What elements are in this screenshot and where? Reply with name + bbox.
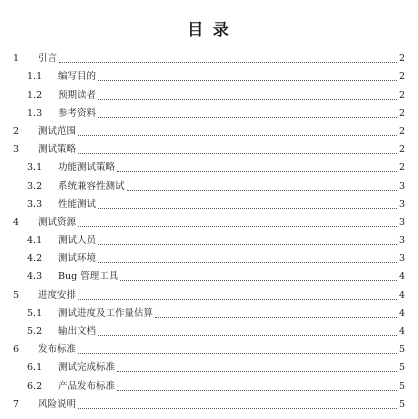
toc-dot-leader (117, 389, 397, 391)
toc-entry-number: 4 (13, 216, 20, 228)
toc-entry-page-number: 4 (398, 271, 405, 283)
toc-entry-label: 测试环境 (58, 253, 97, 265)
toc-entry-number: 4.1 (27, 235, 43, 247)
toc-list (0, 49, 418, 413)
toc-dot-leader (98, 116, 397, 118)
toc-dot-leader (98, 79, 397, 81)
toc-entry-label: 测试完成标准 (58, 362, 116, 374)
toc-entry-label: 测试进度及工作量估算 (58, 307, 154, 319)
toc-entry-label: 产品发布标准 (58, 380, 116, 392)
toc-entry-6-2[interactable] (0, 376, 418, 394)
toc-entry-page-number: 5 (398, 362, 405, 374)
toc-entry-page-number: 2 (398, 125, 405, 137)
toc-dot-leader (98, 98, 397, 100)
toc-entry-number: 5.1 (27, 307, 43, 319)
toc-entry-7[interactable] (0, 395, 418, 413)
toc-entry-page-number: 3 (398, 180, 405, 192)
toc-entry-5-2[interactable] (0, 322, 418, 340)
toc-entry-2[interactable] (0, 122, 418, 140)
toc-entry-5-1[interactable] (0, 304, 418, 322)
toc-entry-number: 5.2 (27, 326, 43, 337)
toc-entry-label: 性能测试 (58, 198, 97, 210)
toc-entry-page-number: 3 (398, 216, 405, 228)
toc-entry-1-2[interactable] (0, 85, 418, 103)
toc-entry-page-number: 2 (398, 71, 405, 83)
toc-entry-3-2[interactable] (0, 176, 418, 194)
toc-entry-label: 引言 (38, 53, 58, 65)
toc-entry-4-2[interactable] (0, 249, 418, 267)
toc-entry-6[interactable] (0, 340, 418, 358)
toc-entry-label: 编写目的 (58, 71, 97, 83)
toc-entry-number: 4.2 (27, 253, 43, 265)
toc-dot-leader (117, 170, 397, 172)
toc-entry-number: 6.2 (27, 380, 43, 392)
toc-entry-page-number: 4 (398, 307, 405, 319)
toc-dot-leader (78, 225, 397, 227)
toc-entry-label: 风险说明 (38, 398, 77, 410)
toc-dot-leader (78, 134, 397, 136)
toc-entry-number: 1.2 (27, 89, 43, 101)
toc-dot-leader (155, 316, 397, 318)
toc-entry-page-number: 2 (398, 89, 405, 101)
toc-entry-page-number: 3 (398, 198, 405, 210)
toc-dot-leader (78, 298, 397, 300)
toc-entry-label: 进度安排 (38, 289, 77, 301)
toc-entry-number: 2 (13, 125, 20, 137)
toc-entry-number: 7 (13, 398, 20, 410)
toc-entry-label: Bug 管理工具 (58, 271, 119, 283)
toc-entry-number: 6.1 (27, 362, 43, 374)
toc-entry-label: 测试人员 (58, 235, 97, 247)
toc-entry-page-number: 2 (398, 162, 405, 174)
toc-entry-label: 输出文档 (58, 326, 97, 337)
toc-entry-number: 3.1 (27, 162, 43, 174)
toc-entry-number: 3.2 (27, 180, 43, 192)
toc-entry-label: 测试资源 (38, 216, 77, 228)
toc-entry-label: 系统兼容性测试 (58, 180, 125, 192)
toc-dot-leader (117, 370, 397, 372)
toc-entry-label: 发布标准 (38, 344, 77, 356)
toc-entry-page-number: 2 (398, 144, 405, 156)
toc-entry-5[interactable] (0, 285, 418, 303)
toc-entry-number: 1 (13, 53, 20, 65)
toc-entry-page-number: 4 (398, 289, 405, 301)
toc-entry-label: 测试策略 (38, 144, 77, 156)
toc-entry-number: 5 (13, 289, 20, 301)
toc-dot-leader (78, 407, 397, 409)
toc-dot-leader (98, 261, 397, 263)
toc-entry-number: 3 (13, 144, 20, 156)
toc-dot-leader (98, 334, 397, 336)
toc-entry-6-1[interactable] (0, 358, 418, 376)
toc-entry-4-3[interactable] (0, 267, 418, 285)
toc-dot-leader (120, 279, 397, 281)
toc-dot-leader (127, 189, 397, 191)
toc-dot-leader (78, 152, 397, 154)
toc-entry-1-3[interactable] (0, 104, 418, 122)
toc-entry-page-number: 3 (398, 235, 405, 247)
toc-dot-leader (98, 243, 397, 245)
toc-entry-number: 4.3 (27, 271, 43, 283)
toc-dot-leader (78, 352, 397, 354)
toc-entry-number: 1.3 (27, 107, 43, 119)
toc-entry-3-1[interactable] (0, 158, 418, 176)
toc-entry-page-number: 5 (398, 380, 405, 392)
toc-entry-page-number: 3 (398, 253, 405, 265)
page-title: 目 录 (187, 20, 231, 39)
toc-dot-leader (59, 61, 397, 63)
toc-entry-page-number: 2 (398, 53, 405, 65)
toc-entry-label: 功能测试策略 (58, 162, 116, 174)
toc-entry-1-1[interactable] (0, 67, 418, 85)
toc-entry-number: 6 (13, 344, 20, 356)
toc-entry-label: 参考资料 (58, 107, 97, 119)
toc-entry-number: 1.1 (27, 71, 43, 83)
toc-entry-3-3[interactable] (0, 195, 418, 213)
toc-entry-page-number: 4 (398, 326, 405, 337)
toc-entry-page-number: 5 (398, 344, 405, 356)
toc-dot-leader (98, 207, 397, 209)
toc-entry-label: 测试范围 (38, 125, 77, 137)
toc-entry-page-number: 5 (398, 398, 405, 410)
toc-entry-page-number: 2 (398, 107, 405, 119)
toc-entry-3[interactable] (0, 140, 418, 158)
toc-entry-1[interactable] (0, 49, 418, 67)
toc-entry-label: 预期读者 (58, 89, 97, 101)
toc-entry-4[interactable] (0, 213, 418, 231)
toc-entry-number: 3.3 (27, 198, 43, 210)
toc-entry-4-1[interactable] (0, 231, 418, 249)
